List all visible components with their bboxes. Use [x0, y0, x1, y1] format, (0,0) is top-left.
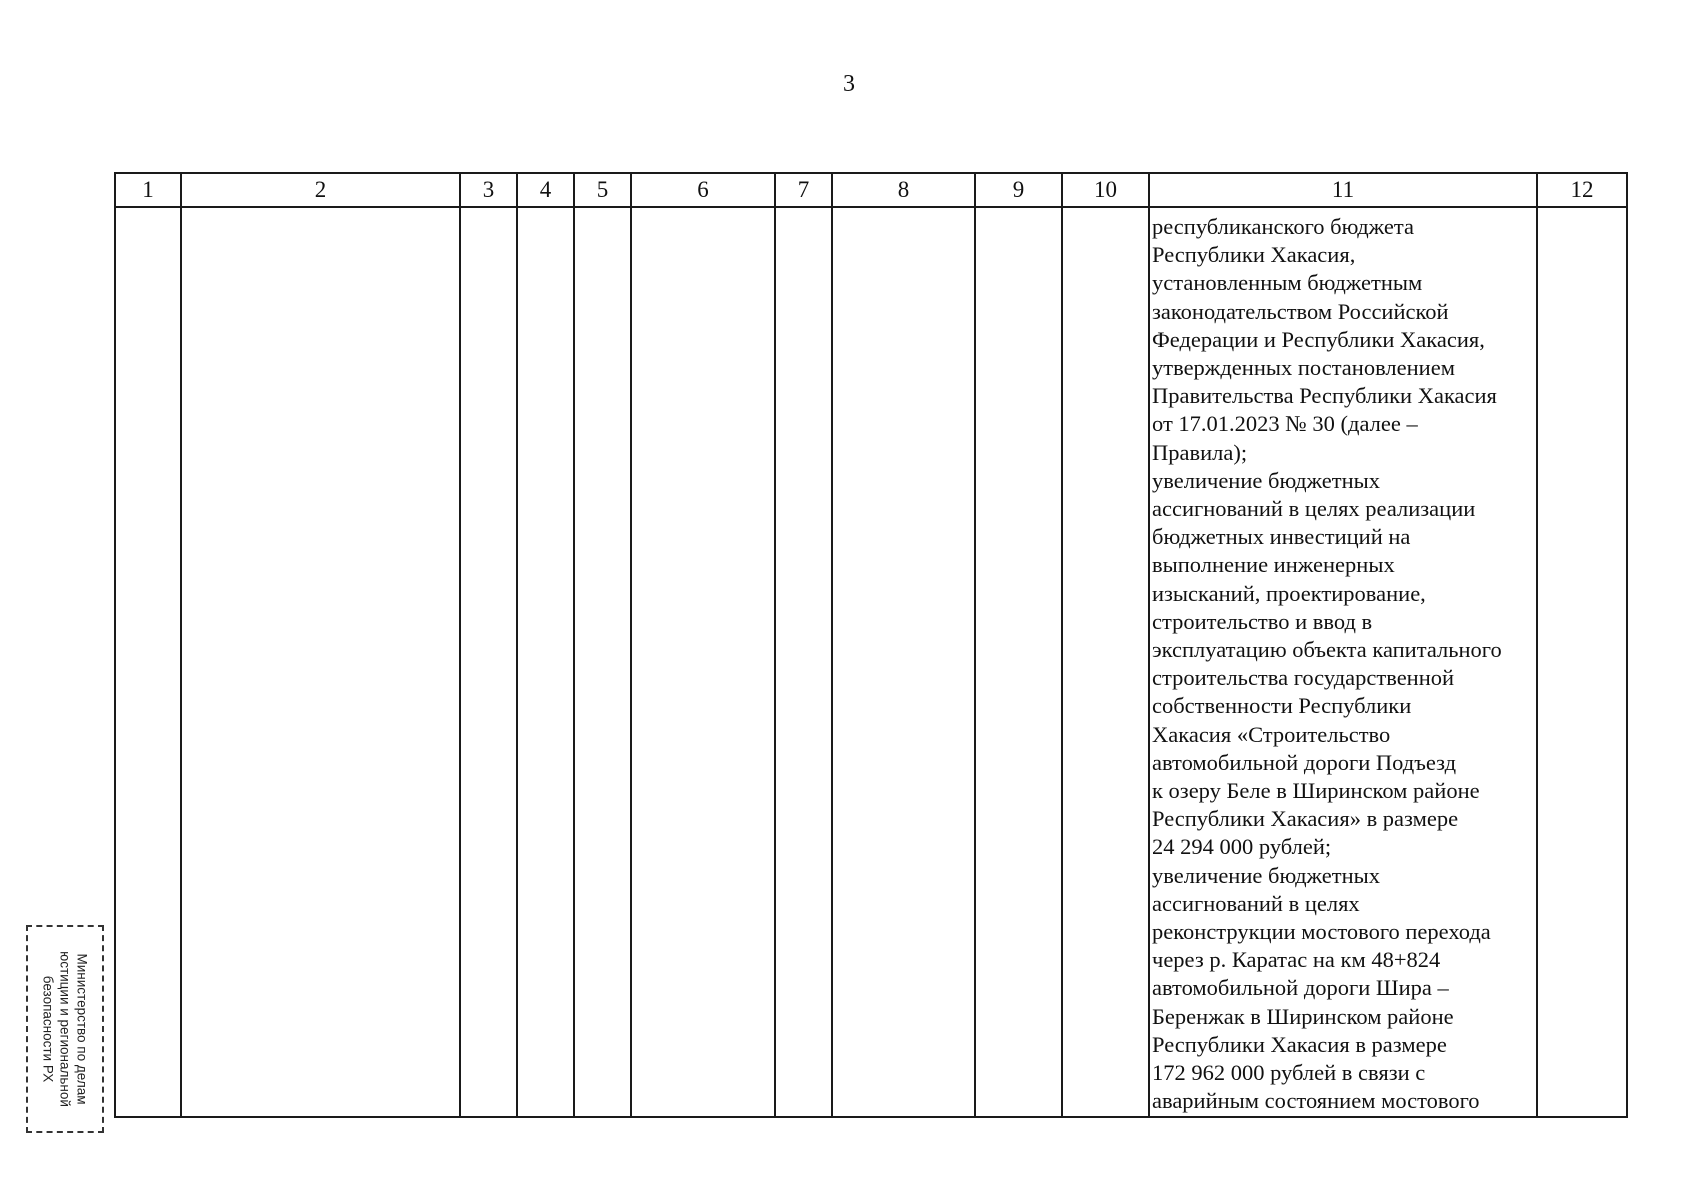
cell-text-4 [518, 208, 573, 213]
column-header-12: 12 [1537, 173, 1627, 207]
column-header-2: 2 [181, 173, 460, 207]
cell-text-5 [575, 208, 630, 213]
column-header-4: 4 [517, 173, 574, 207]
table-cell-5 [574, 207, 631, 1117]
table-cell-8 [832, 207, 975, 1117]
table-cell-7 [775, 207, 832, 1117]
table-header-row [115, 173, 1627, 207]
table-cell-1 [115, 207, 181, 1117]
cell-text-2 [182, 208, 459, 213]
document-table [114, 172, 1628, 1118]
column-header-8: 8 [832, 173, 975, 207]
stamp-text [40, 929, 91, 1129]
column-header-6: 6 [631, 173, 775, 207]
column-header-3: 3 [460, 173, 517, 207]
registration-stamp [26, 925, 104, 1133]
column-header-1: 1 [115, 173, 181, 207]
table-cell-4 [517, 207, 574, 1117]
cell-text-12 [1538, 208, 1626, 213]
table-cell-2 [181, 207, 460, 1117]
cell-text-11: республиканского бюджета Республики Хакасия, установленным бюджетным законодательством Российской Федерации и Республики Хакасия, утвержденных постановлением Правительства Республики Хакасия от 17.01.2023 № 30 (далее – Правила); увеличение бюджетных ассигнований в целях реализации бюджетных инвестиций на выполнение инженерных изысканий, проектирование, строительство и ввод в эксплуатацию объекта капитального строительства государственной собственности Республики Хакасия «Строительство автомобильной дороги Подъезд к озеру Беле в Ширинском районе Республики Хакасия» в размере 24 294 000 рублей; увеличение бюджетных ассигнований в целях реконструкции мостового перехода через р. Каратас на км 48+824 автомобильной дороги Шира – Беренжак в Ширинском районе Республики Хакасия в размере 172 962 000 рублей в связи с аварийным состоянием мостового [1152, 214, 1502, 1114]
cell-text-9 [976, 208, 1061, 213]
table-cell-11 [1149, 207, 1537, 1117]
stamp-line-2: юстиции и региональной [57, 951, 73, 1107]
cell-text-10 [1063, 208, 1148, 213]
table-cell-12 [1537, 207, 1627, 1117]
column-header-10: 10 [1062, 173, 1149, 207]
table-cell-10 [1062, 207, 1149, 1117]
stamp-line-1: Министерство по делам [74, 953, 90, 1105]
column-header-5: 5 [574, 173, 631, 207]
cell-text-7 [776, 208, 831, 213]
cell-text-6 [632, 208, 774, 213]
table-cell-9 [975, 207, 1062, 1117]
column-header-7: 7 [775, 173, 832, 207]
page-number: 3 [843, 71, 855, 97]
column-header-11: 11 [1149, 173, 1537, 207]
column-header-9: 9 [975, 173, 1062, 207]
cell-text-3 [461, 208, 516, 213]
stamp-line-3: безопасности РХ [40, 975, 56, 1083]
cell-text-1 [116, 208, 180, 213]
table-row [115, 207, 1627, 1117]
table-cell-3 [460, 207, 517, 1117]
cell-text-8 [833, 208, 974, 213]
table-cell-6 [631, 207, 775, 1117]
